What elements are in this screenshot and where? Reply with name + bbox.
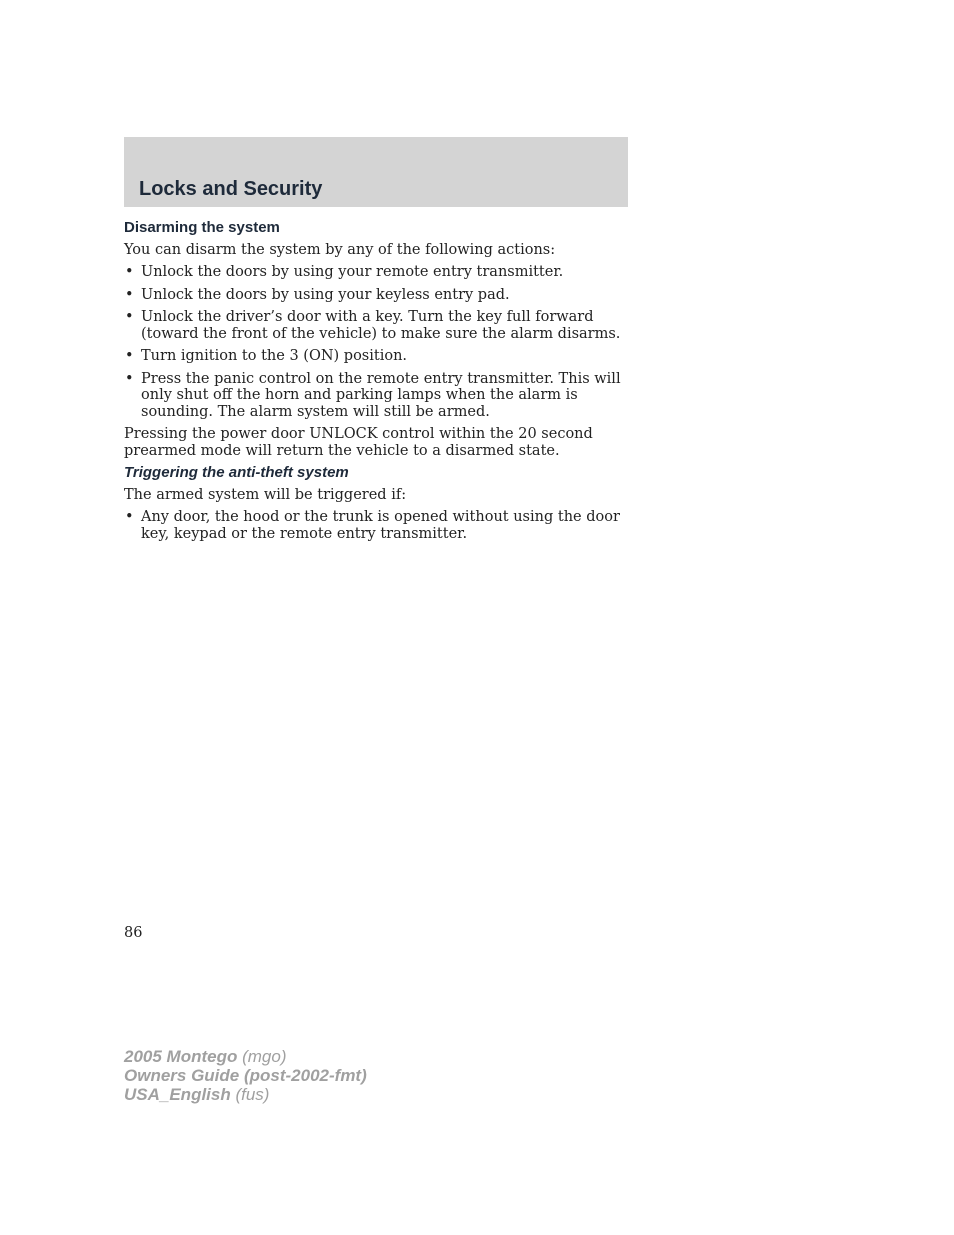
list-item: • Unlock the doors by using your remote entry transmitter. xyxy=(125,264,564,280)
bullet-glyph: • xyxy=(125,264,134,280)
bullet-glyph: • xyxy=(125,509,134,525)
triggering-heading: Triggering the anti-theft system xyxy=(124,464,349,481)
triggering-list xyxy=(124,509,628,542)
bullet-glyph: • xyxy=(125,286,134,303)
list-item: • Any door, the hood or the trunk is opened without using the door key, keypad or the remote entry transmitter. xyxy=(125,509,620,542)
disarming-heading: Disarming the system xyxy=(124,219,280,236)
list-item: • Unlock the driver’s door with a key. Turn the key full forward (toward the front of the vehicle) to make sure the alarm disarms. xyxy=(125,309,621,342)
bullet-glyph: • xyxy=(125,348,134,364)
footer-line-1: 2005 Montego (mgo) xyxy=(124,1047,287,1066)
disarming-closing: Pressing the power door UNLOCK control within the 20 second prearmed mode will return the vehicle to a disarmed state. xyxy=(124,426,593,459)
section-header-band xyxy=(124,137,628,207)
document-footer xyxy=(124,1047,367,1104)
section-title: Locks and Security xyxy=(139,178,323,200)
disarming-intro: You can disarm the system by any of the following actions: xyxy=(124,241,556,258)
triggering-intro: The armed system will be triggered if: xyxy=(124,486,407,503)
footer-line-3: USA_English (fus) xyxy=(124,1085,270,1104)
bullet-glyph: • xyxy=(125,370,134,387)
page-number: 86 xyxy=(124,925,143,941)
page-content xyxy=(124,220,628,548)
footer-line-2: Owners Guide (post-2002-fmt) xyxy=(124,1066,367,1085)
list-item: • Turn ignition to the 3 (ON) position. xyxy=(125,348,408,364)
list-item: • Unlock the doors by using your keyless entry pad. xyxy=(125,286,510,303)
bullet-glyph: • xyxy=(125,309,134,325)
list-item: • Press the panic control on the remote entry transmitter. This will only shut off the horn and parking lamps when the alarm is sounding. The alarm system will still be armed. xyxy=(125,370,621,420)
disarming-list xyxy=(124,264,628,420)
